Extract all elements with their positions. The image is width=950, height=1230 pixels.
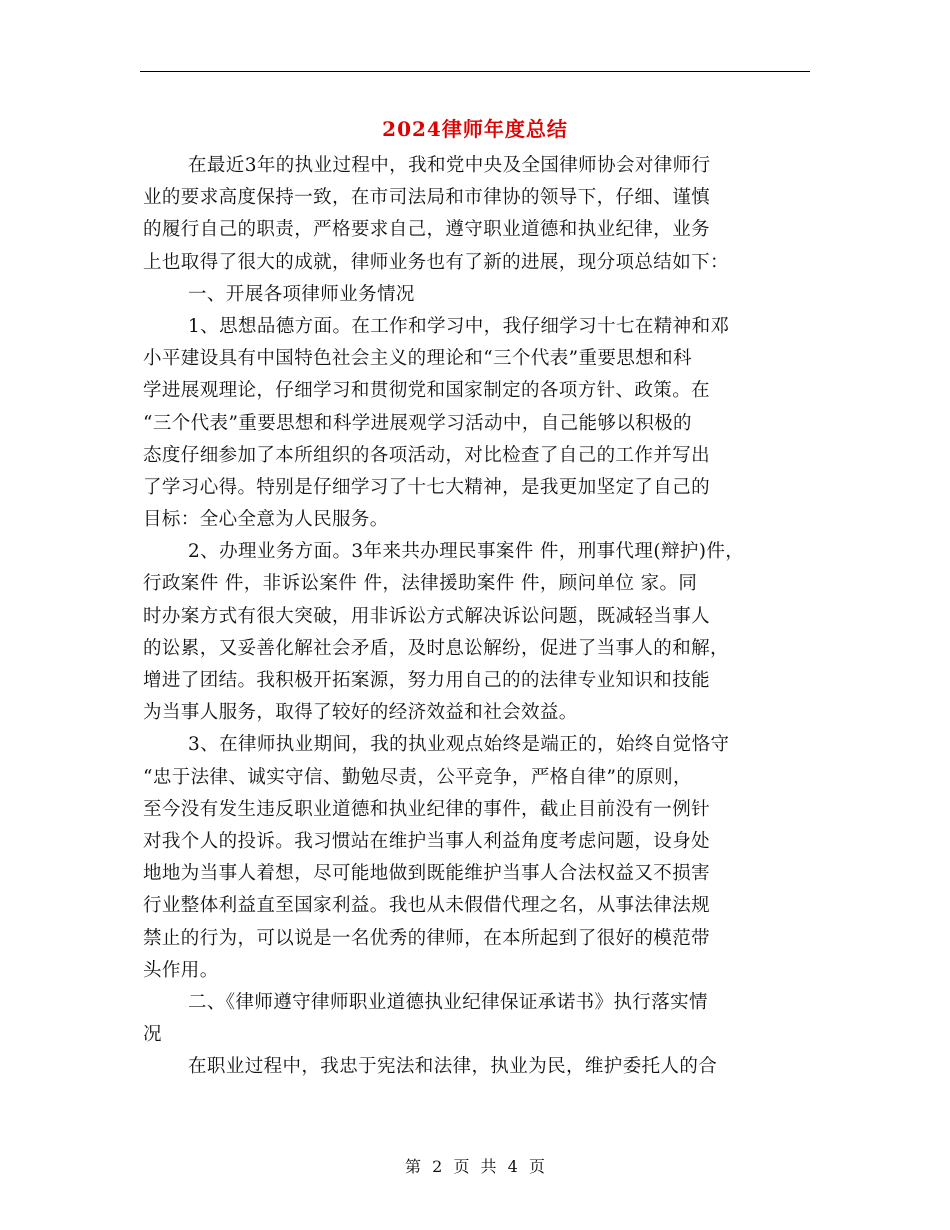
text-line: 一、开展各项律师业务情况 [188,283,415,305]
footer-total-label: 共 [480,1157,497,1176]
text-line: 业的要求高度保持一致，在市司法局和市律协的领导下，仔细、谨慎 [143,187,711,209]
text-line: 了学习心得。特别是仔细学习了十七大精神，是我更加坚定了自己的 [143,476,711,498]
footer-total-unit: 页 [528,1157,545,1176]
footer-page-label: 第 [405,1157,422,1176]
text-line: 在最近3年的执业过程中，我和党中央及全国律师协会对律师行 [188,155,711,176]
text-line: 头作用。 [143,959,219,981]
text-line: 1、思想品德方面。在工作和学习中，我仔细学习十七在精神和邓 [188,315,730,337]
document-title: 2024律师年度总结 [382,117,568,141]
text-line: 行政案件 件，非诉讼案件 件，法律援助案件 件，顾问单位 家。同 [143,573,698,595]
text-line: 增进了团结。我积极开拓案源，努力用自己的的法律专业知识和技能 [143,670,711,691]
text-line: 时办案方式有很大突破，用非诉讼方式解决诉讼问题，既减轻当事人 [143,605,711,627]
page-footer [0,1154,950,1177]
text-line: 3、在律师执业期间，我的执业观点始终是端正的，始终自觉恪守 [188,734,730,756]
document-body [143,150,811,1083]
footer-page-unit: 页 [453,1157,470,1176]
text-line: 目标：全心全意为人民服务。 [143,509,389,531]
text-line: 禁止的行为，可以说是一名优秀的律师，在本所起到了很好的模范带 [143,927,711,949]
text-line: “三个代表”重要思想和科学进展观学习活动中，自己能够以积极的 [143,412,692,434]
header-rule [140,71,810,72]
text-line: 二、《律师遵守律师职业道德执业纪律保证承诺书》执行落实情 [188,991,708,1013]
text-line: 上也取得了很大的成就，律师业务也有了新的进展，现分项总结如下： [143,251,729,273]
text-line: 行业整体利益直至国家利益。我也从未假借代理之名，从事法律法规 [143,895,711,917]
text-line: 况 [143,1024,162,1046]
text-line: 的履行自己的职责，严格要求自己，遵守职业道德和执业纪律，业务 [143,219,711,241]
text-line: 地地为当事人着想，尽可能地做到既能维护当事人合法权益又不损害 [143,863,711,885]
footer-current-page: 2 [432,1157,443,1176]
text-line: 对我个人的投诉。我习惯站在维护当事人利益角度考虑问题，设身处 [143,830,711,852]
text-line: 小平建设具有中国特色社会主义的理论和“三个代表”重要思想和科 [143,348,692,370]
text-line: 为当事人服务，取得了较好的经济效益和社会效益。 [143,702,578,724]
text-line: 在职业过程中，我忠于宪法和法律，执业为民，维护委托人的合 [188,1056,718,1078]
text-line: “忠于法律、诚实守信、勤勉尽责，公平竞争，严格自律”的原则， [143,766,692,788]
text-line: 至今没有发生违反职业道德和执业纪律的事件，截止目前没有一例针 [143,798,711,820]
text-line: 的讼累，又妥善化解社会矛盾，及时息讼解纷，促进了当事人的和解， [143,637,729,659]
text-line: 态度仔细参加了本所组织的各项活动，对比检查了自己的工作并写出 [143,444,711,466]
text-line: 学进展观理论，仔细学习和贯彻党和国家制定的各项方针、政策。在 [143,380,711,402]
footer-total-pages: 4 [507,1157,518,1176]
text-line: 2、办理业务方面。3年来共办理民事案件 件，刑事代理(辩护)件， [188,541,745,563]
